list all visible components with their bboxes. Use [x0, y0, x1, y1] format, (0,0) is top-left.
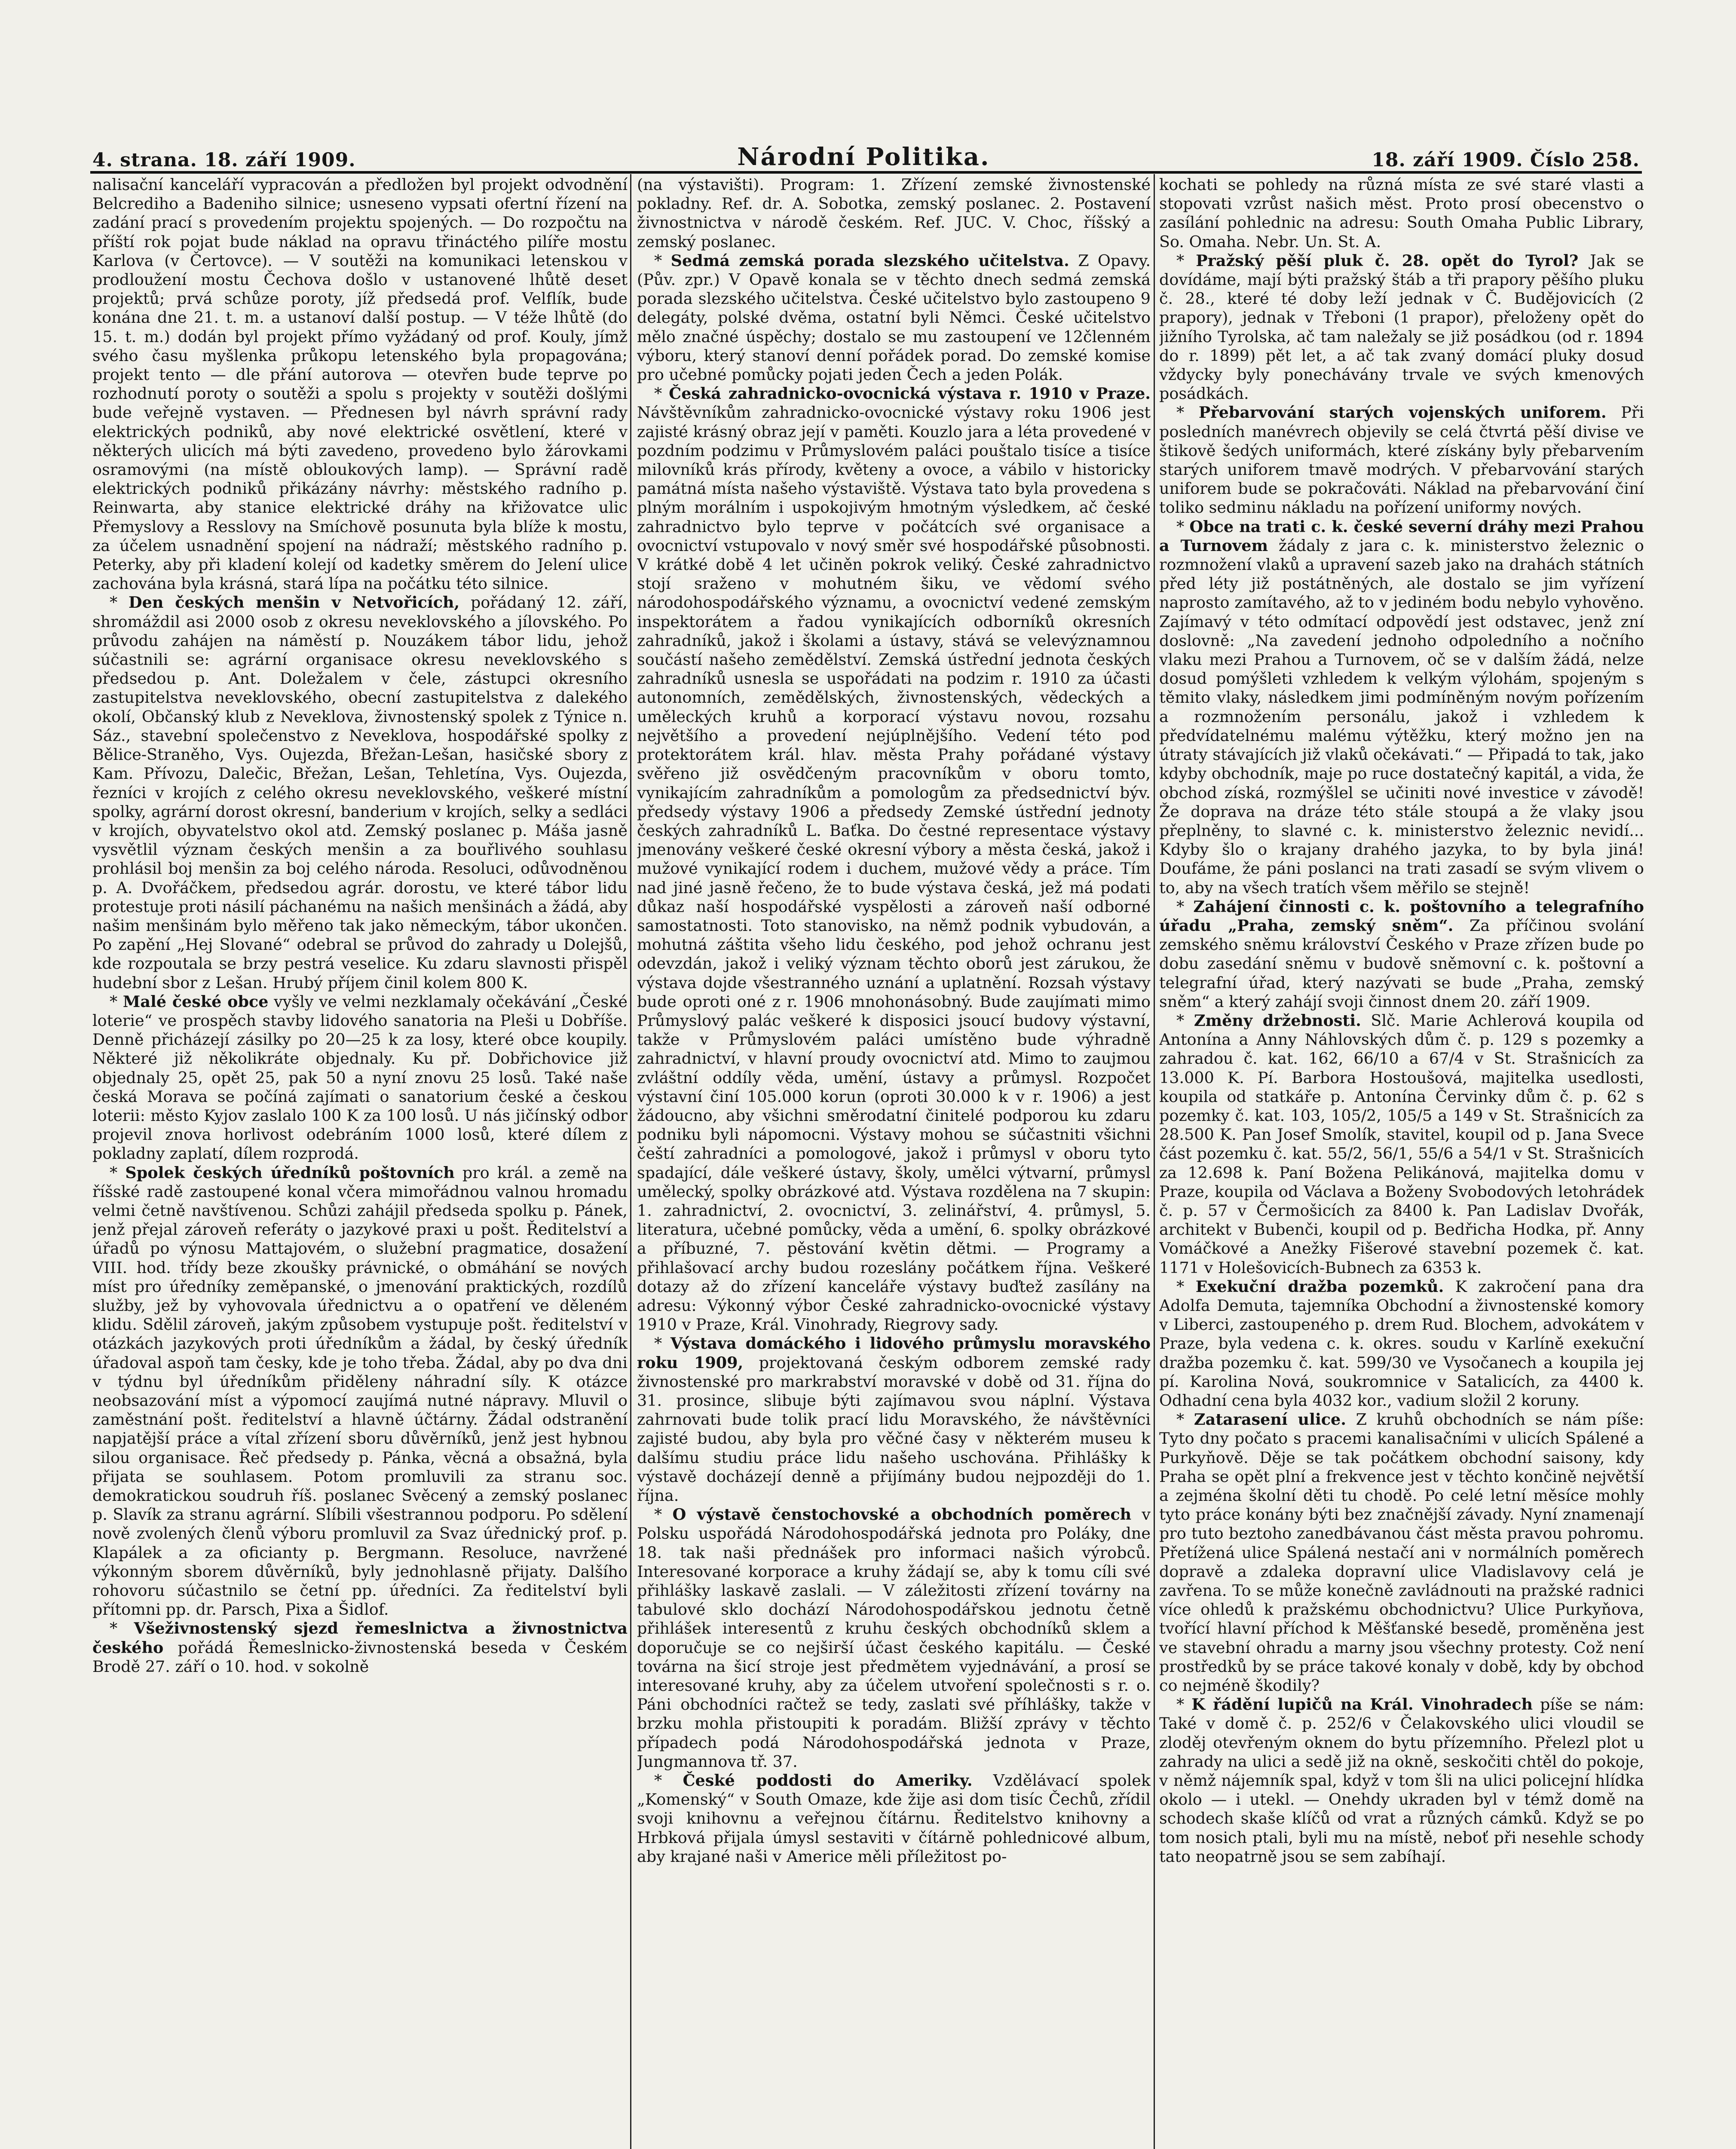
newspaper-title: Národní Politika. [737, 143, 990, 171]
article-headline: Změny držebnosti. [1194, 1011, 1361, 1030]
header-issue-number: 18. září 1909. Číslo 258. [1372, 149, 1640, 171]
column-2 [637, 175, 1151, 2149]
article-marker: * [1176, 1011, 1194, 1030]
article-paragraph [637, 1771, 1151, 1866]
article-paragraph [92, 992, 628, 1163]
article-paragraph [92, 175, 628, 593]
article-body: žádaly z jara c. k. ministerstvo železnic o rozmnožení vlaků a upravení sazeb jako na drahách státních před léty již postátněných, ale dostalo se jim vyřízení naprosto zamítavého, až to v jediném bodu nebylo vyhověno. Zajímavý v této odmítací odpovědí jest odstavec, jenž zní doslovně: „Na zavedení jednoho odpoledního a nočního vlaku mezi Prahou a Turnovem, oč se v dalším žádá, nelze dosud pomýšleti vzhledem k velkým výlohám, spojeným s těmito vlaky, následkem jimi podmíněným novým pořízením a rozmnožením personálu, jakož i vzhledem k předvídatelnému malému výtěžku, který možno jen na útraty stávajících již vlaků očekávati.“ — Připadá to tak, jako kdyby obchodník, maje po ruce dostatečný kapitál, a vida, že obchod získá, rozmýšlel se učiniti nové investice v závodě! Že doprava na dráze této stále stoupá a že vlaky jsou přeplněny, to slavné c. k. ministerstvo železnic nevidí... Kdyby šlo o krajany drahého jazyka, to by byla jiná! Doufáme, že páni poslanci na trati zasadí se svým vlivem o to, aby na všech tratích všem měřilo se stejně! [1159, 536, 1644, 897]
article-marker: * [1176, 1410, 1194, 1429]
article-paragraph [637, 251, 1151, 384]
column-3 [1159, 175, 1644, 2149]
article-paragraph [1159, 517, 1644, 897]
article-body: Z Opavy. (Pův. zpr.) V Opavě konala se v těchto dnech sedmá zemská porada slezského učitelstva. České učitelstvo bylo zastoupeno 9 delegáty, polské dvěma, ostatní byli Němci. České učitelstvo mělo značné úspěchy; dostalo se mu zastoupení ve 12členném výboru, který stanoví denní pořádek porad. Do zemské komise pro učebné pomůcky pojati jeden Čech a jeden Polák. [637, 251, 1151, 384]
page-header [92, 137, 1640, 171]
article-body: Za příčinou svolání zemského sněmu království Českého v Praze zřízen bude po dobu zasedání sněmu v budově sněmovní c. k. poštovní a telegrafní úřad, který nazývati se bude „Praha, zemský sněm“ a který zahájí svoji činnost dnem 20. září 1909. [1159, 916, 1644, 1011]
article-marker: * [1176, 403, 1199, 422]
article-paragraph [1159, 1410, 1644, 1695]
article-body: nalisační kanceláří vypracován a předložen byl projekt odvodnění Belcrediho a Badeniho silnice; usneseno vypsati ofertní řízení na zadání prací s provedením projektu spojených. — Do rozpočtu na příští rok pojat bude náklad na opravu třináctého pilíře mostu Karlova (v Čertovce). — V soutěži na komunikaci letenskou v prodloužení mostu Čechova došlo v ustanovené lhůtě deset projektů; prvá schůze poroty, jíž předsedá prof. Velflík, bude konána dne 21. t. m. a ustanoví další postup. — V téže lhůtě (do 15. t. m.) dodán byl projekt přímo vyžádaný od prof. Kouly, jímž svého času myšlenka průkopu letenského byla propagována; projekt tento — dle přání autorova — otevřen bude teprve po rozhodnutí poroty o soutěži a spolu s projekty v soutěži došlými bude veřejně vystaven. — Přednesen byl návrh správní rady elektrických podniků, aby nové elektrické osvětlení, které v některých ulicích má býti zavedeno, provedeno bylo žárovkami osramovými (na místě obloukových lamp). — Správní radě elektrických podniků přikázány návrhy: městského radního p. Reinwarta, aby stanice elektrické dráhy na křižovatce ulic Přemyslovy a Resslovy na Smíchově posunuta byla blíže k mostu, za účelem usnadnění spojení na nádraží; městského radního p. Peterky, aby při kladení kolejí od kadetky směrem do Jelení ulice zachována byla krásná, stará lípa na počátku této silnice. [92, 175, 628, 593]
article-headline: K řádění lupičů na Král. Vinohradech [1191, 1695, 1533, 1714]
article-paragraph [637, 384, 1151, 1334]
article-paragraph [92, 593, 628, 992]
article-body: Při posledních manévrech objevily se celá čtvrtá pěší divise ve štikově šedých uniformách, které získány byly přebarvením starých uniforem tmavě modrých. V přebarvování starých uniforem bude se pokračováti. Náklad na přebarvování činí toliko sedminu nákladu na pořízení uniformy nových. [1159, 403, 1644, 517]
article-headline: Česká zahradnicko-ovocnická výstava r. 1910 v Praze. [669, 384, 1151, 403]
article-headline: Zahájení činnosti c. k. poštovního a telegrafního úřadu „Praha, zemský sněm“. [1159, 897, 1644, 935]
article-body: píše se nám: Také v domě č. p. 252/6 v Čelakovského ulici vloudil se zloděj otevřeným oknem do bytu přízemního. Přelezl plot u zahrady na ulici a sedě již na okně, seskočiti chtěl do pokoje, v němž nájemník spal, když v tom šli na ulici policejní hlídka okolo — i utekl. — Onehdy ukraden byl v témž domě na schodech skaše klíčů od vrat a různých cámků. Když se po tom nosich ptali, byli mu na místě, neboť při nesehle schody tato neopatrně jsou se sem zabíhají. [1159, 1695, 1644, 1866]
header-page-date: 4. strana. 18. září 1909. [92, 149, 356, 171]
article-body: projektovaná českým odborem zemské rady živnostenské pro markrabství moravské v době od 31. října do 31. prosince, slibuje býti zajímavou svou náplní. Výstava zahrnovati bude tolik prací lidu Moravského, že návštěvníci zajisté budou, aby byla pro věčné časy v některém museu k dalšímu studiu práce lidu našeho uschována. Přihlášky k výstavě docházejí denně a přijímány budou nejpozději do 1. října. [637, 1353, 1151, 1505]
article-marker: * [654, 384, 669, 403]
article-paragraph [637, 1505, 1151, 1771]
article-headline: Sedmá zemská porada slezského učitelstva. [671, 251, 1069, 270]
article-marker: * [1176, 517, 1190, 536]
article-headline: Pražský pěší pluk č. 28. opět do Tyrol? [1196, 251, 1579, 270]
article-body: Návštěvníkům zahradnicko-ovocnické výstavy roku 1906 jest zajisté krásný obraz její v paměti. Kouzlo jara a léta provedené v pozdním podzimu v Průmyslovém paláci pouštalo tisíce a tisíce milovníků krás přírody, květeny a ovoce, a vábilo v historicky památná místa našeho výstaviště. Výstava tato byla provedena s plným morálním i uspokojivým hmotným výsledkem, ač české zahradnictvo bylo teprve v počátcích své organisace a ovocnictví vstupovalo v nový směr své hospodářské působnosti. V krátké době 4 let učiněn pokrok veliký. České zahradnictvo stojí sraženo v mohutném šiku, ve vědomí svého národohospodářského významu, a ovocnictví vedené zemským inspektorátem a řadou vynikajících odborníků okresních zahradníků, jakož i školami a ústavy, stává se velevýznamnou součástí našeho zemědělství. Zemská ústřední jednota českých zahradníků usnesla se uspořádati na podzim r. 1910 za účasti autonomních, zemědělských, živnostenských, vědeckých a uměleckých kruhů a korporací výstavu novou, rozsahu největšího a provedení nejúplnějšího. Vedení této pod protektorátem král. hlav. města Prahy pořádané výstavy svěřeno již osvědčeným pracovníkům v oboru tomto, vynikajícím zahradníkům a pomologům za předsednictví býv. předsedy výstavy 1906 a předsedy Zemské ústřední jednoty českých zahradníků L. Baťka. Do čestné representace výstavy jmenovány veškeré české okresní výbory a města česká, jakož i mužové vynikající rodem i duchem, mužové vědy a práce. Tím nad jiné jasně řečeno, že to bude výstava česká, jež má podati důkaz naší hospodářské vyspělosti a zároveň naší odborné samostatnosti. Toto stanovisko, na němž podnik vybudován, a mohutná záštita všeho lidu českého, pod jehož ochranu jest odevzdán, jakož i veliký význam těchto oborů jest zárukou, že výstava dojde všestranného uznání a uplatnění. Rozsah výstavy bude oproti oné z r. 1906 mnohonásobný. Bude zaujímati mimo Průmyslový palác veškeré k disposici jsoucí budovy výstavní, takže v Průmyslovém paláci umístěno bude výhradně zahradnictví, v hlavní proudy ovocnictví atd. Mimo to zaujmou zvláštní oddíly věda, umění, ústavy a průmysl. Rozpočet výstavní činí 105.000 korun (oproti 30.000 k v r. 1906) a jest žádoucno, aby všichni směrodatní činitelé podporou ku zdaru podniku byli nápomocni. Výstavy mohou se súčastniti všichni čeští zahradníci a pomologové, jakož i průmysl v oboru tyto spadající, dále veškeré ústavy, školy, umělci výtvarní, průmysl umělecký, spolky obrázkové atd. Výstava rozdělena na 7 skupin: 1. zahradnictví, 2. ovocnictví, 3. zelinářství, 4. průmysl, 5. literatura, učebné pomůcky, věda a umění, 6. spolky obrázkové a příbuzné, 7. pěstování květin dětmi. — Programy a přihlašovací archy budou rozeslány počátkem října. Veškeré dotazy až do zřízení kanceláře výstavy buďtež zasílány na adresu: Výkonný výbor České zahradnicko-ovocnické výstavy 1910 v Praze, Král. Vinohrady, Riegrovy sady. [637, 403, 1151, 1334]
article-paragraph [1159, 251, 1644, 404]
article-body: pro král. a země na říšské radě zastoupené konal včera mimořádnou valnou hromadu velmi četně navštívenou. Schůzi zahájil předseda spolku p. Pánek, jenž přejal zároveň referáty o jazykové praxi u pošt. Ředitelství a úřadů po výnosu Mattajovém, o služební pragmatice, dosažení VIII. hod. třídy beze zkoušky právnické, o obmáhání se nových míst pro úředníky zeměpanské, o jmenování praktických, rozdílů služby, jež by vyhovovala úřednictvu a o opatření ve děleném klidu. Sdělil zároveň, jakým způsobem vystupuje pošt. ředitelství v otázkách jazykových proti úředníkům a žádal, by český úředník úřadoval aspoň tam česky, kde je toho třeba. Žádal, aby po dva dni v týdnu byl úředníkům přiděleny náhradní síly. K otázce neobsazování míst a výpomocí zaujímá nutné nápravy. Mluvil o zaměstnání pošt. ředitelství a hlavně účtárny. Žádal odstranění napjatější práce a vítal zřízení sboru důvěrníků, jenž jest hybnou silou organisace. Řeč předsedy p. Pánka, věcná a obsažná, byla přijata se souhlasem. Potom promluvili za stranu soc. demokratickou soudruh říš. poslanec Svěcený a zemský poslanec p. Slavík za stranu agrární. Slíbili všestrannou podporu. Po sdělení nově zvolených členů výboru promluvil za Svaz úřednický prof. p. Klapálek a za oficianty p. Bergmann. Resoluce, navržené výkonným sborem důvěrníků, byly jednohlasně přijaty. Dalšího rohovoru súčastnilo se četní pp. úředníci. Za ředitelství byli přítomni pp. dr. Parsch, Pixa a Šidlof. [92, 1163, 628, 1619]
article-paragraph [637, 1334, 1151, 1505]
column-1 [92, 175, 628, 2149]
article-body: Jak se dovídáme, mají býti pražský štáb a tři prapory pěšího pluku č. 28., které té doby leží jednak v Č. Budějovicích (2 prapory), jednak v Třeboni (1 prapor), přeloženy opět do jižního Tyrolska, ač tam naležaly se již posádkou (od r. 1894 do r. 1899) pět let, a ač tak zvaný domácí pluky dosud vždycky byly ponechávány trvale ve svých kmenových posádkách. [1159, 251, 1644, 403]
article-marker: * [654, 1505, 673, 1524]
article-body: (na výstavišti). Program: 1. Zřízení zemské živnostenské pokladny. Ref. dr. A. Sobotka, zemský poslanec. 2. Postavení živnostnictva v národě českém. Ref. JUC. V. Choc, říšský a zemský poslanec. [637, 175, 1151, 251]
article-paragraph [92, 1619, 628, 1676]
article-headline: Den českých menšin v Netvořicích, [129, 593, 460, 612]
article-headline: Všeživnostenský sjezd řemeslnictva a živnostnictva českého [92, 1619, 628, 1657]
article-paragraph [1159, 403, 1644, 517]
article-body: kochati se pohledy na různá místa ze své staré vlasti a stopovati vzrůst našich měst. Proto prosí obecenstvo o zasílání pohlednic na adresu: South Omaha Public Library, So. Omaha. Nebr. Un. St. A. [1159, 175, 1644, 251]
article-marker: * [110, 1619, 134, 1638]
article-paragraph [92, 1163, 628, 1619]
article-headline: Exekuční dražba pozemků. [1195, 1277, 1444, 1296]
article-marker: * [110, 1163, 126, 1182]
article-paragraph [1159, 1695, 1644, 1866]
article-paragraph [1159, 175, 1644, 251]
column-divider [1154, 174, 1155, 2149]
article-marker: * [110, 593, 129, 612]
article-headline: Výstava domáckého i lidového průmyslu moravského roku 1909, [637, 1334, 1151, 1372]
article-headline: Obce na trati c. k. české severní dráhy mezi Prahou a Turnovem [1159, 517, 1644, 555]
article-headline: Spolek českých úředníků poštovních [125, 1163, 455, 1182]
article-headline: Zatarasení ulice. [1194, 1410, 1346, 1429]
article-body: pořádá Řemeslnicko-živnostenská beseda v Českém Brodě 27. září o 10. hod. v sokolně [92, 1638, 628, 1676]
article-paragraph [637, 175, 1151, 251]
article-marker: * [110, 992, 123, 1011]
header-rule [90, 171, 1642, 174]
article-body: Vzdělávací spolek „Komenský“ v South Omaze, kde žije asi dom tisíc Čechů, zřídil svoji knihovnu a veřejnou čítárnu. Ředitelstvo knihovny a Hrbková přijala úmysl sestaviti v čítárně pohlednicové album, aby krajané naši v Americe měli příležitost po- [637, 1771, 1151, 1866]
article-body: K zakročení pana dra Adolfa Demuta, tajemníka Obchodní a živnostenské komory v Liberci, zastoupeného p. drem Rud. Blochem, advokátem v Praze, byla vedena c. k. okres. soudu v Karlíně exekuční dražba pozemku č. kat. 599/30 ve Vysočanech a koupila jej pí. Karolina Nová, soukromnice v Satalicích, za 4400 k. Odhadní cena byla 4032 kor., vadium složil 2 koruny. [1159, 1277, 1644, 1410]
article-headline: České poddosti do Ameriky. [683, 1771, 973, 1790]
article-marker: * [1176, 897, 1194, 916]
article-body: Z kruhů obchodních se nám píše: Tyto dny počato s pracemi kanalisačními v ulicích Spálené a Purkyňově. Děje se tak počátkem obchodní saisony, kdy Praha se opět plní a frekvence jest v těchto končině největší a zejména školní děti tu chodě. Po celé letní měsíce mohly tyto práce konány býti bez značnější závady. Nyní znamenají pro tuto beztoho zanedbávanou část města pravou pohromu. Přetížená ulice Spálená nestačí ani v normálních poměrech dopravě a zdaleka dopravní ulice Vladislavovy celá je zavřena. To se může konečně zavládnouti na pražské radnici více ohledů k pražskému obchodnictvu? Ulice Purkyňova, tvořící hlavní příchod k Měšťanské besedě, proměněna jest ve stavební ohradu a marny jsou všechny protesty. Což není prostředků by se práce takové konaly v době, kdy by obchod co nejméně škodily? [1159, 1410, 1644, 1695]
article-marker: * [1176, 251, 1196, 270]
article-marker: * [654, 1334, 671, 1353]
article-headline: O výstavě čenstochovské a obchodních poměrech [672, 1505, 1132, 1524]
article-marker: * [1176, 1277, 1196, 1296]
article-marker: * [654, 1771, 683, 1790]
article-body: pořádaný 12. září, shromáždil asi 2000 osob z okresu neveklovského a jílovského. Po průvodu zahájen na náměstí p. Nouzákem tábor lidu, jehož súčastnili se: agrární organisace okresu neveklovského s předsedou p. Ant. Doležalem v čele, zástupci okresního zastupitelstva neveklovského, obecní zastupitelstva z dalekého okolí, Občanský klub z Neveklova, živnostenský spolek z Týnice n. Sáz., stavební společenstvo z Neveklova, hospodářské spolky z Bělice-Straněho, Vys. Oujezda, Břežan-Lešan, hasičské sbory z Kam. Přívozu, Dalečic, Břežan, Lešan, Tehletína, Vys. Oujezda, řezníci v krojích z celého okresu neveklovského, veškeré místní spolky, agrární dorost okresní, banderium v krojích, selky a sedláci v krojích, obyvatelstvo okol atd. Zemský poslanec p. Máša jasně vysvětlil význam českých menšin a za bouřlivého souhlasu prohlásil boj menšin za boj celého národa. Resoluci, odůvodněnou p. A. Dvořáčkem, předsedou agrár. dorostu, ve které tábor lidu protestuje proti násilí páchanému na našich menšinách a žádá, aby našim menšinám bylo měřeno tak jako německým, tábor ukončen. Po zapění „Hej Slované“ odebral se průvod do zahrady u Dolejšů, kde rozpoutala se brzy pestrá veselice. Ku zdaru slavnosti přispěl hudební sbor z Lešan. Hrubý příjem činil kolem 800 K. [92, 593, 628, 992]
article-marker: * [654, 251, 671, 270]
article-body: vyšly ve velmi nezklamaly očekávání „České loterie“ ve prospěch stavby lidového sanatoria na Pleši u Dobříše. Denně přicházejí zásilky po 20—25 k za losy, které obce koupily. Některé již několikráte objednaly. Ku př. Dobřichovice již objednaly 25, opět 25, pak 50 a nyní znovu 25 losů. Také naše česká Morava se počíná zajímati o sanatorium české a českou loterii: město Kyjov zaslalo 100 K za 100 losů. U nás jičínský odbor projevil znova horlivost odebráním 1000 losů, které dílem z pokladny zaplatí, dílem rozprodá. [92, 992, 628, 1163]
article-paragraph [1159, 1277, 1644, 1410]
article-body: v Polsku uspořádá Národohospodářská jednota pro Poláky, dne 18. tak naši přednášek pro informaci našich výrobců. Interesované korporace a kruhy žádají se, aby k tomu cíli své přihlášky laskavě zaslali. — V záležitosti zřízení továrny na tabulové sklo dochází Národohospodářskou jednotu četně přihlášek interesentů z kruhu českých obchodníků sklem a doporučuje se co nejširší účast českého kapitálu. — České továrna na šicí stroje jest předmětem vyjednávání, a prosí se interesované kruhy, aby za účelem utvoření společnosti s r. o. Páni obchodníci račtež se tedy, zaslati své příhlášky, takže v brzku mohla přistoupiti k poradám. Bližší zprávy v těchto případech podá Národohospodářská jednota v Praze, Jungmannova tř. 37. [637, 1505, 1151, 1771]
article-paragraph [1159, 897, 1644, 1011]
article-headline: Přebarvování starých vojenských uniforem. [1198, 403, 1607, 422]
article-marker: * [1176, 1695, 1192, 1714]
column-divider [630, 174, 631, 2149]
article-paragraph [1159, 1011, 1644, 1277]
article-headline: Malé české obce [122, 992, 269, 1011]
article-body: Slč. Marie Achlerová koupila od Antonína a Anny Náhlovských dům č. p. 129 s pozemky a zahradou č. kat. 162, 66/10 a 67/4 v St. Strašnicích za 13.000 K. Pí. Barbora Hostoušová, majitelka usedlosti, koupila od statkáře p. Antonína Červinky dům č. p. 62 s pozemky č. kat. 103, 105/2, 105/5 a 149 v St. Strašnicích za 28.500 K. Pan Josef Smolík, stavitel, koupil od p. Jana Svece část pozemku č. kat. 55/2, 56/1, 55/6 a 54/1 v St. Strašnicích za 12.698 k. Paní Božena Pelikánová, majitelka domu v Praze, koupila od Václava a Boženy Svobodových letohrádek č. p. 57 v Čermošicích za 8400 k. Pan Ladislav Dvořák, architekt v Bubenči, koupil od p. Bedřicha Hodka, př. Anny Vomáčkové a Anežky Fišerové stavební pozemek č. kat. 1171 v Holešovicích-Bubnech za 6353 k. [1159, 1011, 1644, 1277]
